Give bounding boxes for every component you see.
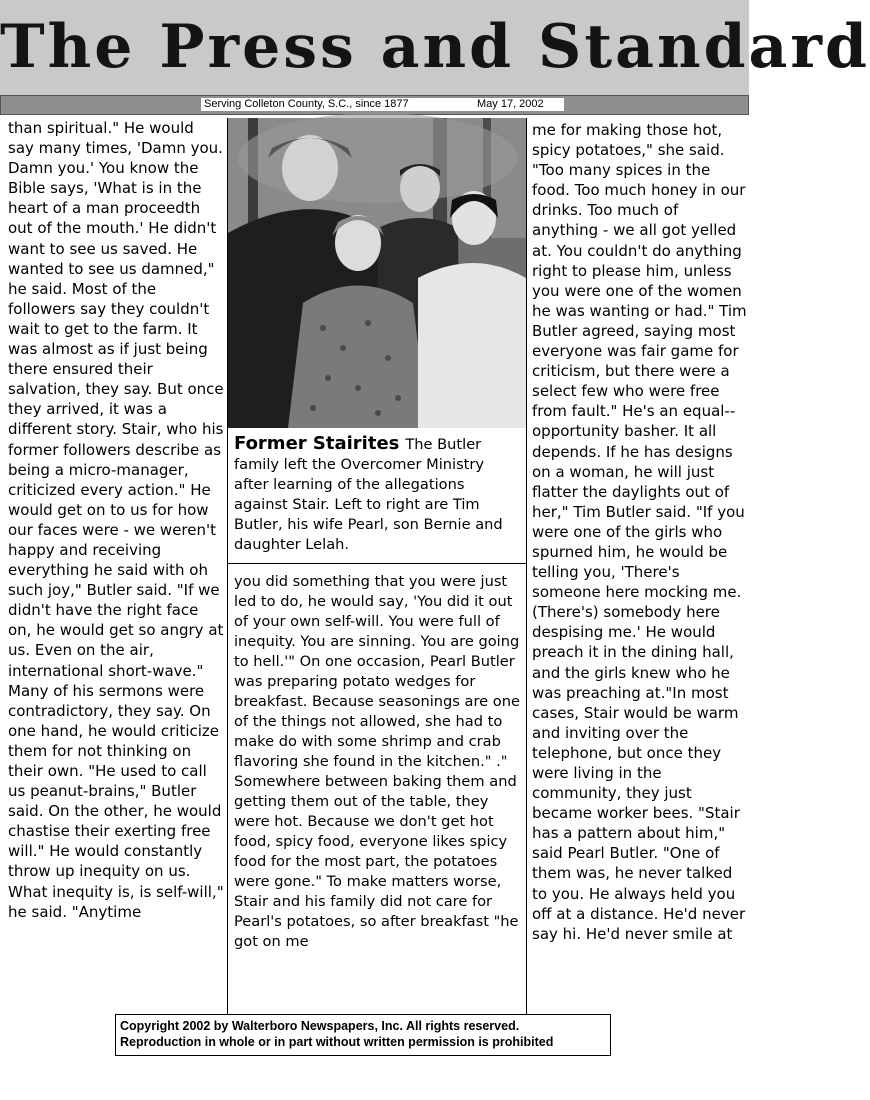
article-column-middle: you did something that you were just led to do, he would say, 'You did it out of your own self-will. You were full of inequity. You are sinning. You are going to hell.'" On one occasion, Pearl Butler was preparing potato wedges for breakfast. Because seasonings are one of the things not allowed, she had to make do with some shrimp and crab flavoring she found in the kitchen." ." Somewhere between baking them and getting them out of the table, they were hot. Because we don't get hot food, spicy food, everyone likes spicy food for the most part, the potatoes were gone." To make matters worse, Stair and his family did not care for Pearl's potatoes, so after breakfast "he got on me (234, 573, 520, 950)
dateline-bar (0, 95, 749, 115)
article-column-right: me for making those hot, spicy potatoes," she said. "Too many spices in the food. Too much honey in our drinks. Too much of anything - we all got yelled at. You couldn't do anything right to please him, unless you were one of the women he was wanting or had." Tim Butler agreed, saying most everyone was fair game for criticism, but there were a select few who were free from fault." He's an equal--opportunity basher. It all depends. If he has designs on a woman, he will just flatter the daylights out of her," Tim Butler said. "If you were one of the girls who spurned him, he would be telling you, 'There's someone here mocking me. (There's) somebody here despising me.' He would preach it in the dining hall, and the girls knew who he was preaching at."In most cases, Stair would be warm and inviting over the telephone, but once they were living in the community, they just became worker bees. "Stair has a pattern about him," said Pearl Butler. "One of them was, he never talked to you. He always held you off at a distance. He'd never say hi. He'd never smile at (532, 121, 747, 943)
copyright-notice (115, 1014, 611, 1056)
caption-text: The Butler family left the Overcomer Ministry after learning of the allegations against Stair. Left to right are Tim Butler, his wife Pearl, son Bernie and daughter Lelah. (234, 436, 503, 553)
newspaper-title: The Press and Standard (0, 12, 870, 82)
dateline-date: May 17, 2002 (477, 98, 544, 110)
dateline-service: Serving Colleton County, S.C., since 1877 (204, 98, 409, 110)
masthead (0, 0, 870, 95)
photo-caption (234, 434, 520, 560)
article-column-left: than spiritual." He would say many times, 'Damn you. Damn you.' You know the Bible says, 'What is in the heart of a man proceedth out of the mouth.' He didn't want to see us saved. He wanted to see us damned," he said. Most of the followers say they couldn't wait to get to the farm. It was almost as if just being there ensured their salvation, they say. But once they arrived, it was a different story. Stair, who his former followers describe as being a micro-manager, criticized every action." He would get on to us for how our faces were - we weren't happy and receiving everything he said with oh such joy," Butler said. "If we didn't have the right face on, he would get so angry at us. Even on the air, international short-wave." Many of his sermons were contradictory, they say. On one hand, he would criticize them for not thinking on their own. "He used to call us peanut-brains," Butler said. On the other, he would chastise their exerting free will." He would constantly throw up inequity on us. What inequity is, is self-will," he said. "Anytime (8, 119, 224, 921)
copyright-line-2: Reproduction in whole or in part without written permission is prohibited (120, 1035, 554, 1049)
family-photo (228, 118, 526, 428)
caption-heading: Former Stairites (234, 433, 400, 454)
copyright-line-1: Copyright 2002 by Walterboro Newspapers, Inc. All rights reserved. (120, 1019, 520, 1033)
dateline (201, 98, 564, 111)
column-divider-right (526, 118, 527, 1014)
caption-divider (228, 563, 526, 564)
